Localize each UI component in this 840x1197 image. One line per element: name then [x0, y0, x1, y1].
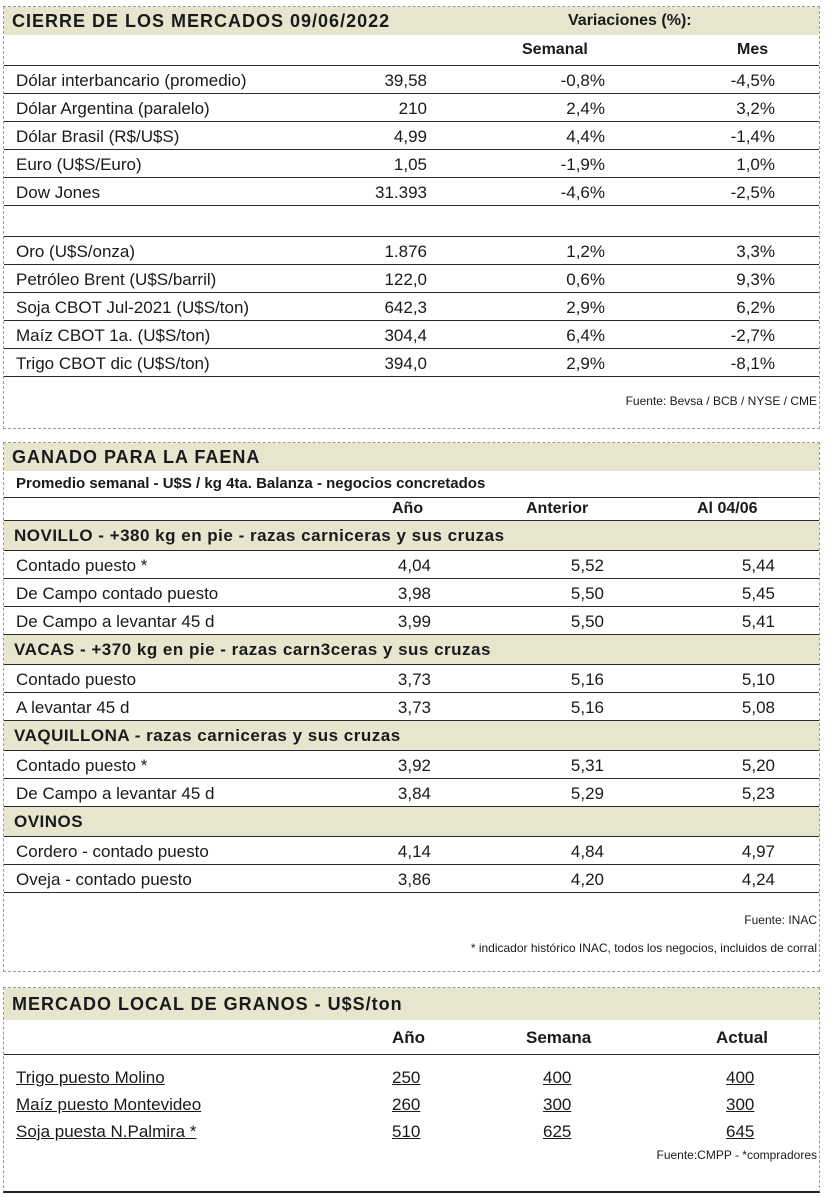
markets-rows-commodities [4, 237, 819, 377]
section-title-text: VACAS - +370 kg en pie - razas carn3ceras y sus cruzas [14, 639, 491, 659]
row-week: -1,9% [560, 155, 605, 174]
row-week: 2,9% [566, 354, 605, 373]
row-value: 394,0 [384, 354, 427, 373]
row-label: A levantar 45 d [16, 698, 130, 717]
row-month: 9,3% [736, 270, 775, 289]
row-label: Dólar Argentina (paralelo) [16, 99, 210, 118]
table-row [4, 779, 819, 807]
row-label: De Campo a levantar 45 d [16, 612, 215, 631]
table-row [4, 237, 819, 265]
table-row [4, 607, 819, 635]
row-prev: 5,52 [570, 556, 604, 575]
markets-title: CIERRE DE LOS MERCADOS 09/06/2022 [12, 10, 391, 31]
row-label: Maíz CBOT 1a. (U$S/ton) [16, 326, 211, 345]
row-year: 3,73 [397, 670, 431, 689]
table-row [4, 551, 819, 579]
row-prev: 5,50 [570, 584, 604, 603]
row-label: Maíz puesto Montevideo [16, 1095, 202, 1114]
row-label: Oveja - contado puesto [16, 870, 192, 889]
grains-col-header [4, 1020, 819, 1055]
table-row [4, 1063, 819, 1090]
row-current: 4,97 [741, 842, 775, 861]
markets-rows-currency [4, 66, 819, 206]
table-row [4, 665, 819, 693]
section-title-text: NOVILLO - +380 kg en pie - razas carniceras y sus cruzas [14, 525, 505, 545]
row-prev: 5,16 [570, 698, 604, 717]
cattle-col-header [4, 498, 819, 521]
row-label: Trigo CBOT dic (U$S/ton) [16, 354, 210, 373]
row-year: 3,92 [397, 756, 431, 775]
row-prev: 5,29 [570, 784, 604, 803]
markets-panel [3, 6, 820, 429]
row-week: 1,2% [566, 242, 605, 261]
row-label: De Campo contado puesto [16, 584, 219, 603]
grains-header [4, 988, 819, 1020]
row-current: 5,08 [741, 698, 775, 717]
cattle-subtitle: Promedio semanal - U$S / kg 4ta. Balanza - negocios concretados [16, 475, 486, 492]
table-row [4, 1090, 819, 1117]
row-current: 400 [726, 1068, 755, 1087]
row-year: 3,73 [397, 698, 431, 717]
col-year: Año [392, 500, 424, 517]
row-label: Cordero - contado puesto [16, 842, 209, 861]
markets-header [4, 7, 819, 35]
row-month: 3,3% [736, 242, 775, 261]
table-row [4, 751, 819, 779]
cattle-title: GANADO PARA LA FAENA [12, 446, 261, 467]
row-label: Dow Jones [16, 183, 101, 202]
row-year: 3,86 [397, 870, 431, 889]
row-month: -1,4% [730, 127, 775, 146]
row-year: 4,14 [397, 842, 431, 861]
row-year: 3,84 [397, 784, 431, 803]
row-week: 300 [543, 1095, 572, 1114]
cattle-sections [4, 521, 819, 893]
row-month: -2,7% [730, 326, 775, 345]
col-prev: Anterior [526, 500, 589, 517]
row-prev: 5,50 [570, 612, 604, 631]
row-year: 3,98 [397, 584, 431, 603]
row-label: Dólar Brasil (R$/U$S) [16, 127, 180, 146]
table-row [4, 865, 819, 893]
row-current: 5,20 [741, 756, 775, 775]
col-week: Semana [526, 1028, 592, 1047]
markets-col-header [4, 35, 819, 66]
row-week: 4,4% [566, 127, 605, 146]
section-title-text: OVINOS [14, 811, 84, 831]
cattle-header [4, 443, 819, 471]
table-row [4, 66, 819, 94]
table-row [4, 265, 819, 293]
row-label: Petróleo Brent (U$S/barril) [16, 270, 217, 289]
table-row [4, 693, 819, 721]
row-label: Euro (U$S/Euro) [16, 155, 142, 174]
row-week: 0,6% [566, 270, 605, 289]
row-label: Contado puesto * [16, 756, 148, 775]
col-week: Semanal [522, 41, 588, 58]
col-date: Al 04/06 [697, 500, 758, 517]
row-current: 300 [726, 1095, 755, 1114]
cattle-section-title [4, 635, 819, 665]
row-month: 3,2% [736, 99, 775, 118]
table-row [4, 293, 819, 321]
grains-panel [3, 987, 820, 1193]
col-month: Mes [737, 41, 769, 58]
row-value: 4,99 [393, 127, 427, 146]
row-year: 3,99 [397, 612, 431, 631]
grains-title: MERCADO LOCAL DE GRANOS - U$S/ton [12, 993, 403, 1014]
row-week: -0,8% [560, 71, 605, 90]
row-week: 400 [543, 1068, 572, 1087]
row-month: 6,2% [736, 298, 775, 317]
table-row [4, 1117, 819, 1144]
row-current: 5,41 [741, 612, 775, 631]
cattle-source: Fuente: INAC [744, 913, 817, 927]
row-value: 122,0 [384, 270, 427, 289]
row-year: 510 [392, 1122, 421, 1141]
row-month: -8,1% [730, 354, 775, 373]
variations-label: Variaciones (%): [568, 12, 692, 29]
row-value: 1.876 [384, 242, 427, 261]
row-week: 625 [543, 1122, 572, 1141]
grains-spacer [4, 1055, 819, 1063]
row-prev: 5,16 [570, 670, 604, 689]
row-prev: 4,20 [570, 870, 604, 889]
table-row [4, 837, 819, 865]
row-label: Soja CBOT Jul-2021 (U$S/ton) [16, 298, 250, 317]
markets-source: Fuente: Bevsa / BCB / NYSE / CME [625, 394, 817, 408]
row-value: 1,05 [393, 155, 427, 174]
row-value: 31.393 [375, 183, 427, 202]
row-current: 645 [726, 1122, 755, 1141]
cattle-panel [3, 442, 820, 972]
row-label: De Campo a levantar 45 d [16, 784, 215, 803]
row-current: 4,24 [741, 870, 775, 889]
table-row [4, 122, 819, 150]
row-year: 4,04 [397, 556, 431, 575]
table-row [4, 150, 819, 178]
grains-rows [4, 1063, 819, 1144]
cattle-subtitle-row [4, 471, 819, 498]
row-week: 2,4% [566, 99, 605, 118]
table-row [4, 94, 819, 122]
table-row [4, 349, 819, 377]
row-label: Trigo puesto Molino [16, 1068, 165, 1087]
row-value: 642,3 [384, 298, 427, 317]
table-row [4, 321, 819, 349]
row-week: 2,9% [566, 298, 605, 317]
row-year: 260 [392, 1095, 421, 1114]
row-current: 5,45 [741, 584, 775, 603]
row-value: 39,58 [384, 71, 427, 90]
row-label: Oro (U$S/onza) [16, 242, 136, 261]
row-value: 210 [398, 99, 427, 118]
row-month: -2,5% [730, 183, 775, 202]
row-month: -4,5% [730, 71, 775, 90]
row-current: 5,44 [741, 556, 775, 575]
row-label: Soja puesta N.Palmira * [16, 1122, 197, 1141]
grains-source: Fuente:CMPP - *compradores [656, 1148, 817, 1162]
row-prev: 5,31 [570, 756, 604, 775]
row-month: 1,0% [736, 155, 775, 174]
row-current: 5,10 [741, 670, 775, 689]
markets-spacer [4, 206, 819, 237]
col-year: Año [392, 1028, 426, 1047]
cattle-footnote: * indicador histórico INAC, todos los negocios, incluidos de corral [470, 941, 817, 955]
table-row [4, 579, 819, 607]
row-label: Contado puesto [16, 670, 137, 689]
row-current: 5,23 [741, 784, 775, 803]
col-current: Actual [716, 1028, 768, 1047]
row-value: 304,4 [384, 326, 427, 345]
cattle-section-title [4, 807, 819, 837]
cattle-section-title [4, 721, 819, 751]
cattle-section-title [4, 521, 819, 551]
table-row [4, 178, 819, 206]
row-label: Contado puesto * [16, 556, 148, 575]
row-year: 250 [392, 1068, 421, 1087]
row-week: 6,4% [566, 326, 605, 345]
row-week: -4,6% [560, 183, 605, 202]
row-label: Dólar interbancario (promedio) [16, 71, 247, 90]
section-title-text: VAQUILLONA - razas carniceras y sus cruzas [14, 725, 401, 745]
row-prev: 4,84 [570, 842, 604, 861]
